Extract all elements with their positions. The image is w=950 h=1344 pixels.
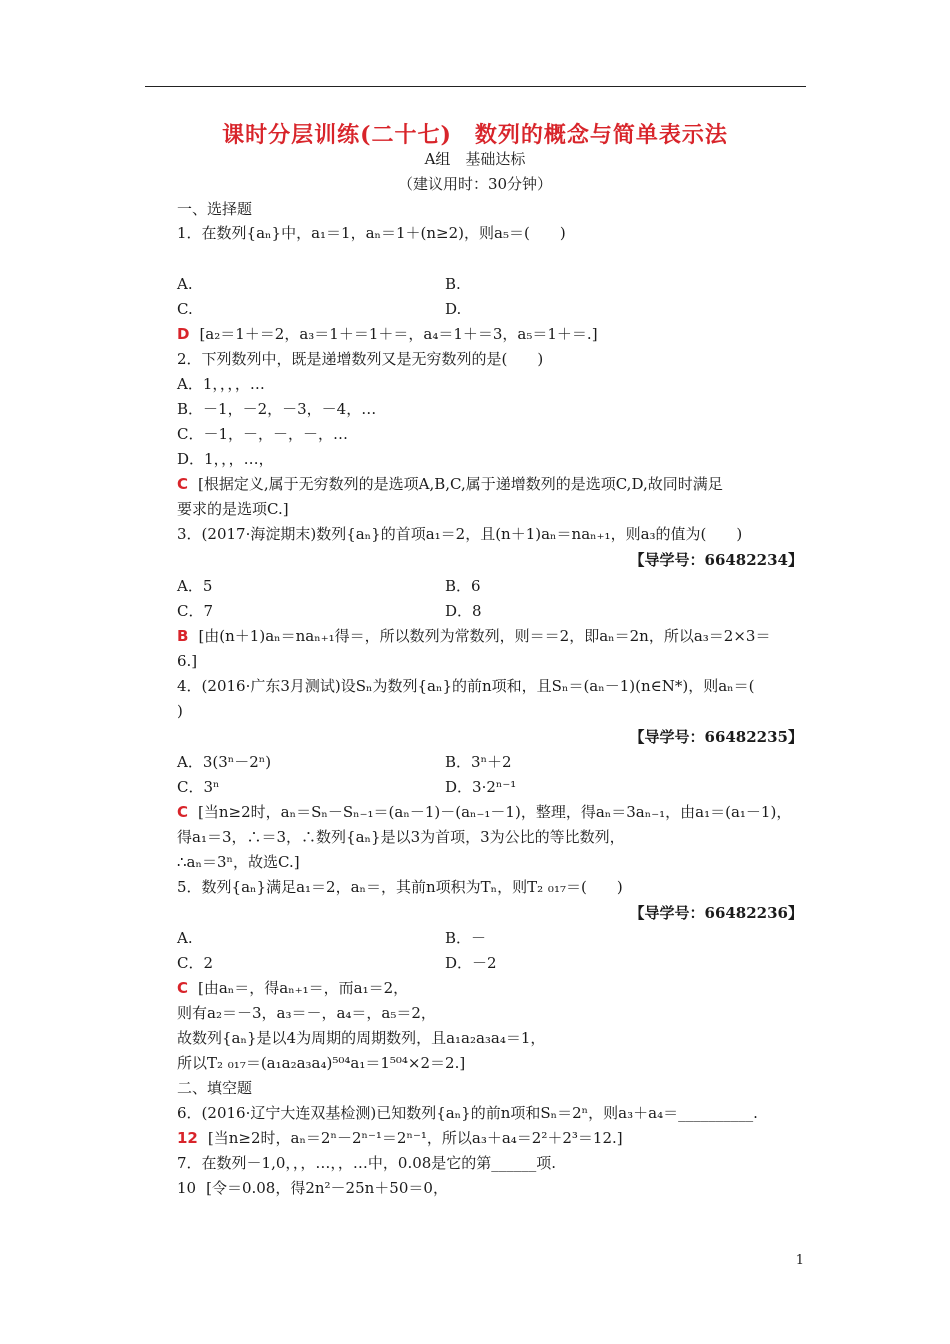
q6-answer: 12 <box>177 1129 198 1147</box>
q4-stem-line2: ) <box>177 702 183 720</box>
q4-solution-text: [当n≥2时，aₙ＝Sₙ－Sₙ₋₁＝(aₙ－1)－(aₙ₋₁－1)，整理，得aₙ＝3aₙ₋₁，由a₁＝(a₁－1)， <box>198 803 792 821</box>
q3-option-b: B．6 <box>445 577 481 595</box>
section-choice: 一、选择题 <box>177 200 253 218</box>
q5-ref-number: 【导学号：66482236】 <box>629 904 803 922</box>
q5-option-d: D．－2 <box>445 954 497 972</box>
q2-solution-text: [根据定义,属于无穷数列的是选项A,B,C,属于递增数列的是选项C,D,故同时满足 <box>198 475 723 493</box>
q5-solution-line4: 所以T₂ ₀₁₇＝(a₁a₂a₃a₄)⁵⁰⁴a₁＝1⁵⁰⁴×2＝2.] <box>177 1054 466 1072</box>
q5-solution-line3: 故数列{aₙ}是以4为周期的周期数列，且a₁a₂a₃a₄＝1， <box>177 1029 546 1047</box>
q5-option-c: C．2 <box>177 954 214 972</box>
page-number: 1 <box>795 1253 804 1268</box>
page-title: 课时分层训练(二十七) 数列的概念与简单表示法 <box>222 122 728 148</box>
q7-solution-text: [令＝0.08，得2n²－25n＋50＝0， <box>206 1179 448 1197</box>
q3-ref-number: 【导学号：66482234】 <box>629 551 803 569</box>
time-note: （建议用时：30分钟） <box>397 175 553 193</box>
q5-answer: C <box>177 979 189 997</box>
q4-option-a: A．3(3ⁿ－2ⁿ) <box>177 753 272 771</box>
q2-option-c: C．－1，－，－，－，… <box>177 425 349 443</box>
q3-stem: 3．(2017·海淀期末)数列{aₙ}的首项a₁＝2，且(n＋1)aₙ＝naₙ₊₁，则a₃的值为( ) <box>177 525 743 543</box>
q1-option-c: C. <box>177 300 193 318</box>
q2-option-d: D．1，，，…， <box>177 450 274 468</box>
q7-solution <box>177 1178 448 1198</box>
q4-answer: C <box>177 803 189 821</box>
q3-option-d: D．8 <box>445 602 482 620</box>
q1-solution-text: [a₂＝1＋＝2，a₃＝1＋＝1＋＝，a₄＝1＋＝3，a₅＝1＋＝.] <box>199 325 598 343</box>
q4-stem: 4．(2016·广东3月测试)设Sₙ为数列{aₙ}的前n项和，且Sₙ＝(aₙ－1)(n∈N*)，则aₙ＝( <box>177 677 755 695</box>
q3-option-c: C．7 <box>177 602 214 620</box>
q4-solution <box>177 802 791 822</box>
q6-stem: 6．(2016·辽宁大连双基检测)已知数列{aₙ}的前n项和Sₙ＝2ⁿ，则a₃＋a₄＝__________. <box>177 1104 758 1122</box>
section-fill-in: 二、填空题 <box>177 1079 253 1097</box>
q6-solution <box>177 1128 623 1148</box>
group-label: A组 基础达标 <box>424 150 526 168</box>
q4-ref-number: 【导学号：66482235】 <box>629 728 803 746</box>
q3-solution <box>177 626 770 646</box>
q1-option-b: B. <box>445 275 461 293</box>
q5-option-a: A. <box>177 929 193 947</box>
q3-solution-text: [由(n＋1)aₙ＝naₙ₊₁得＝，所以数列为常数列，则＝＝2，即aₙ＝2n，所以a₃＝2×3＝ <box>198 627 771 645</box>
q3-option-a: A．5 <box>177 577 213 595</box>
q1-stem: 1．在数列{aₙ}中，a₁＝1，aₙ＝1＋(n≥2)，则a₅＝( ) <box>177 224 566 242</box>
q2-answer: C <box>177 475 189 493</box>
q1-answer: D <box>177 325 190 343</box>
q3-answer: B <box>177 627 189 645</box>
q2-solution-line2: 要求的是选项C.] <box>177 500 289 518</box>
q4-solution-line3: ∴aₙ＝3ⁿ，故选C.] <box>177 853 300 871</box>
q5-solution-text: [由aₙ＝，得aₙ₊₁＝，而a₁＝2， <box>198 979 409 997</box>
q4-option-c: C．3ⁿ <box>177 778 220 796</box>
q2-stem: 2．下列数列中，既是递增数列又是无穷数列的是( ) <box>177 350 544 368</box>
q5-stem: 5．数列{aₙ}满足a₁＝2，aₙ＝，其前n项积为Tₙ，则T₂ ₀₁₇＝( ) <box>177 878 623 896</box>
q1-option-a: A. <box>177 275 193 293</box>
q7-stem: 7．在数列－1,0，，，…，，…中，0.08是它的第______项. <box>177 1154 557 1172</box>
q2-option-b: B．－1，－2，－3，－4，… <box>177 400 377 418</box>
q4-option-d: D．3·2ⁿ⁻¹ <box>445 778 517 796</box>
q6-solution-text: [当n≥2时，aₙ＝2ⁿ－2ⁿ⁻¹＝2ⁿ⁻¹，所以a₃＋a₄＝2²＋2³＝12.] <box>207 1129 623 1147</box>
q2-solution <box>177 474 723 494</box>
q1-solution <box>177 324 598 344</box>
q5-solution <box>177 978 408 998</box>
q4-solution-line2: 得a₁＝3，∴＝3，∴数列{aₙ}是以3为首项，3为公比的等比数列， <box>177 828 625 846</box>
q5-solution-line2: 则有a₂＝－3，a₃＝－，a₄＝，a₅＝2， <box>177 1004 436 1022</box>
q2-option-a: A．1，，，，… <box>177 375 265 393</box>
q7-answer: 10 <box>177 1179 197 1197</box>
header-rule <box>145 86 806 87</box>
q4-option-b: B．3ⁿ＋2 <box>445 753 512 771</box>
q3-solution-line2: 6.] <box>177 652 198 670</box>
q5-option-b: B．－ <box>445 929 487 947</box>
q1-option-d: D. <box>445 300 462 318</box>
